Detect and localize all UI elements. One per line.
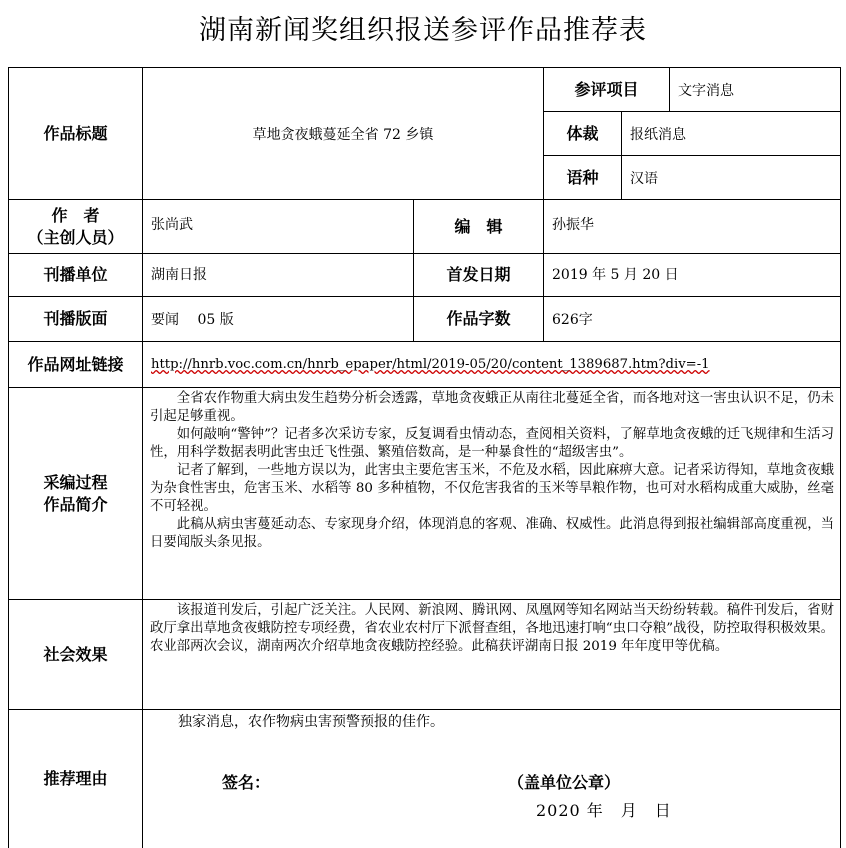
date-label: 首发日期 (446, 265, 511, 284)
process-text (150, 390, 834, 552)
reason-label: 推荐理由 (43, 769, 108, 788)
sign-date: 2020 年 月 日 (536, 801, 672, 820)
url-value[interactable] (143, 342, 840, 387)
reason-text: 独家消息，农作物病虫害预警预报的佳作。 (178, 714, 444, 730)
author-label (9, 200, 142, 253)
process-label (9, 388, 142, 599)
author-label-line2: （主创人员） (27, 227, 124, 247)
url-link[interactable]: http://hnrb.voc.com.cn/hnrb_epaper/html/2019-05/20/content_1389687.htm?div=-1 (151, 357, 710, 372)
process-paragraph: 全省农作物重大病虫发生趋势分析会透露，草地贪夜蛾正从南往北蔓延全省，而各地对这一害虫认识不足，仍未引起足够重视。 (150, 391, 834, 424)
seal-label: （盖单位公章） (508, 773, 621, 792)
process-label-line1: 采编过程 (43, 472, 108, 492)
category-label: 参评项目 (574, 79, 639, 99)
page-value: 要闻 05 版 (151, 312, 234, 328)
title-value: 草地贪夜蛾蔓延全省 72 乡镇 (252, 126, 434, 143)
process-paragraph: 此稿从病虫害蔓延动态、专家现身介绍，体现消息的客观、准确、权威性。此消息得到报社编辑部高度重视，当日要闻版头条见报。 (150, 517, 834, 550)
process-label-line2: 作品简介 (43, 494, 108, 514)
words-value: 626字 (552, 312, 593, 328)
language-value: 汉语 (630, 171, 658, 187)
editor-label: 编 辑 (454, 216, 503, 236)
page-title: 湖南新闻奖组织报送参评作品推荐表 (199, 15, 647, 46)
editor-value: 孙振华 (552, 217, 594, 233)
author-label-line1: 作 者 (51, 205, 100, 225)
border-right (840, 67, 841, 848)
page-label: 刊播版面 (43, 309, 108, 328)
process-paragraph: 如何敲响“警钟”？记者多次采访专家，反复调看虫情动态，查阅相关资料，了解草地贪夜蛾的迁飞规律和生活习性，用科学数据表明此害虫迁飞性强、繁殖倍数高，是一种暴食性的“超级害虫”。 (150, 427, 834, 460)
effect-label: 社会效果 (43, 644, 108, 664)
publisher-value: 湖南日报 (151, 267, 207, 283)
language-label: 语种 (566, 167, 599, 187)
title-label: 作品标题 (43, 123, 108, 143)
url-label: 作品网址链接 (27, 354, 124, 374)
publisher-label: 刊播单位 (43, 265, 108, 284)
process-paragraph: 记者了解到，一些地方误以为，此害虫主要危害玉米，不危及水稻，因此麻痹大意。记者采访得知，草地贪夜蛾为杂食性害虫，危害玉米、水稻等 80 多种植物，不仅危害我省的玉米等旱粮作物，也可对水稻构成重大威胁，丝毫不可轻视。 (150, 463, 834, 514)
effect-text: 该报道刊发后，引起广泛关注。人民网、新浪网、腾讯网、凤凰网等知名网站当天纷纷转载。稿件刊发后，省财政厅拿出草地贪夜蛾防控专项经费，省农业农村厅下派督查组，各地迅速打响“虫口夺粮”战役，防控取得积极效果。农业部两次会议，湖南两次介绍草地贪夜蛾防控经验。此稿获评湖南日报 2019 年年度甲等优稿。 (150, 603, 834, 654)
category-value: 文字消息 (678, 83, 734, 99)
genre-label: 体裁 (566, 123, 599, 143)
signature-label: 签名： (222, 773, 271, 792)
author-value: 张尚武 (151, 217, 193, 233)
words-label: 作品字数 (446, 309, 511, 328)
date-value: 2019 年 5 月 20 日 (552, 267, 679, 283)
genre-value: 报纸消息 (630, 127, 686, 143)
